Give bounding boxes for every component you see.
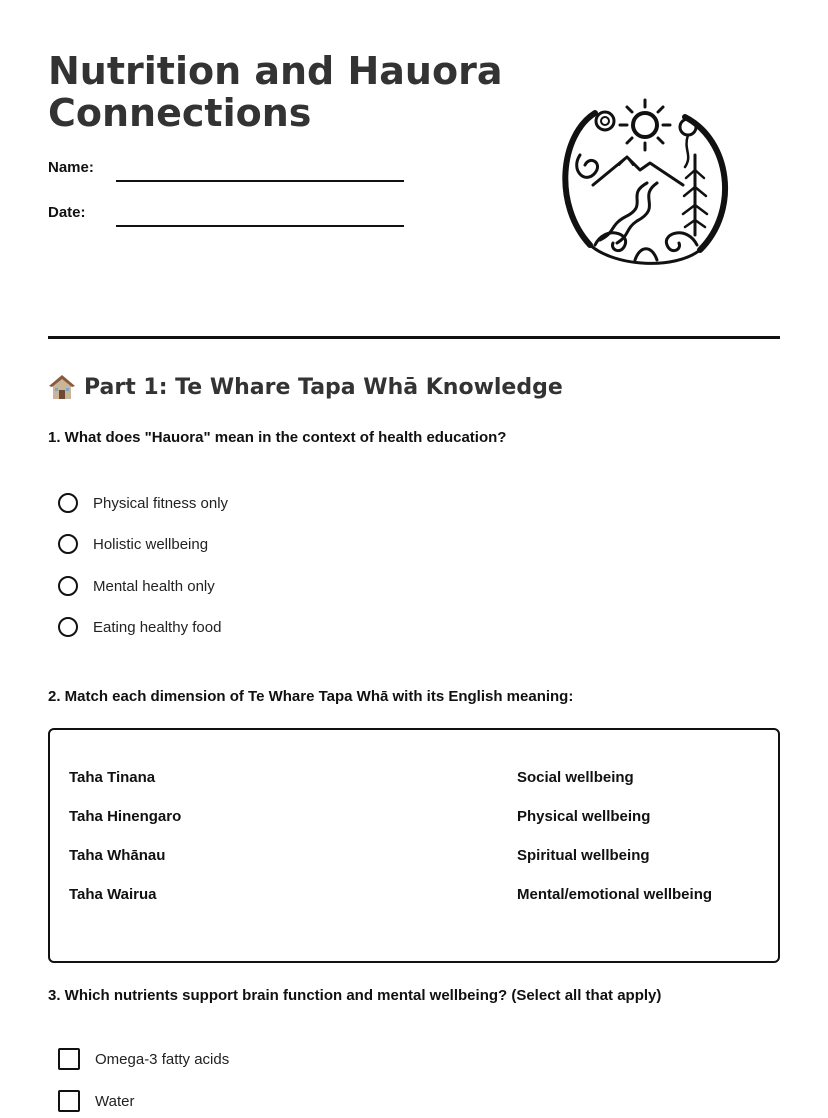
matching-box xyxy=(48,728,780,963)
option-label: Holistic wellbeing xyxy=(93,535,209,553)
q3-option-1[interactable] xyxy=(58,1047,229,1071)
date-field[interactable] xyxy=(116,225,404,227)
name-field[interactable] xyxy=(116,180,404,182)
q1-option-2[interactable] xyxy=(58,532,208,556)
checkbox[interactable] xyxy=(58,1048,80,1070)
radio-button[interactable] xyxy=(58,534,78,554)
radio-button[interactable] xyxy=(58,576,78,596)
option-label: Eating healthy food xyxy=(93,618,222,636)
checkbox[interactable] xyxy=(58,1090,80,1112)
option-label: Physical fitness only xyxy=(93,494,229,512)
q1-option-3[interactable] xyxy=(58,574,215,598)
match-left-item[interactable]: Taha Whānau xyxy=(69,847,166,864)
title-line-1: Nutrition and Hauora xyxy=(48,49,503,93)
question-1: 1. What does "Hauora" mean in the context of health education? xyxy=(48,429,507,446)
match-right-item[interactable]: Spiritual wellbeing xyxy=(517,847,650,864)
match-left-item[interactable]: Taha Wairua xyxy=(69,886,157,903)
part1-heading xyxy=(48,373,563,401)
match-right-item[interactable]: Physical wellbeing xyxy=(517,808,651,825)
q1-option-1[interactable] xyxy=(58,491,228,515)
question-2: 2. Match each dimension of Te Whare Tapa Whā with its English meaning: xyxy=(48,688,574,705)
title-line-2: Connections xyxy=(48,91,312,135)
match-right-item[interactable]: Mental/emotional wellbeing xyxy=(517,886,713,903)
q1-option-4[interactable] xyxy=(58,615,221,639)
name-label: Name: xyxy=(48,159,94,176)
radio-button[interactable] xyxy=(58,617,78,637)
match-left-item[interactable]: Taha Hinengaro xyxy=(69,808,182,825)
option-label: Omega-3 fatty acids xyxy=(95,1050,230,1068)
house-icon xyxy=(48,373,76,401)
option-label: Mental health only xyxy=(93,577,215,595)
radio-button[interactable] xyxy=(58,493,78,513)
page-title xyxy=(48,50,518,134)
match-right-item[interactable]: Social wellbeing xyxy=(517,769,634,786)
question-3: 3. Which nutrients support brain function and mental wellbeing? (Select all that apply) xyxy=(48,987,662,1004)
section-divider xyxy=(48,336,780,339)
part1-title: Part 1: Te Whare Tapa Whā Knowledge xyxy=(84,374,563,400)
date-label: Date: xyxy=(48,204,86,221)
match-left-item[interactable]: Taha Tinana xyxy=(69,769,156,786)
sun-mountain-river-tree-emblem-icon xyxy=(555,95,737,267)
q3-option-2[interactable] xyxy=(58,1089,134,1113)
option-label: Water xyxy=(95,1092,135,1110)
